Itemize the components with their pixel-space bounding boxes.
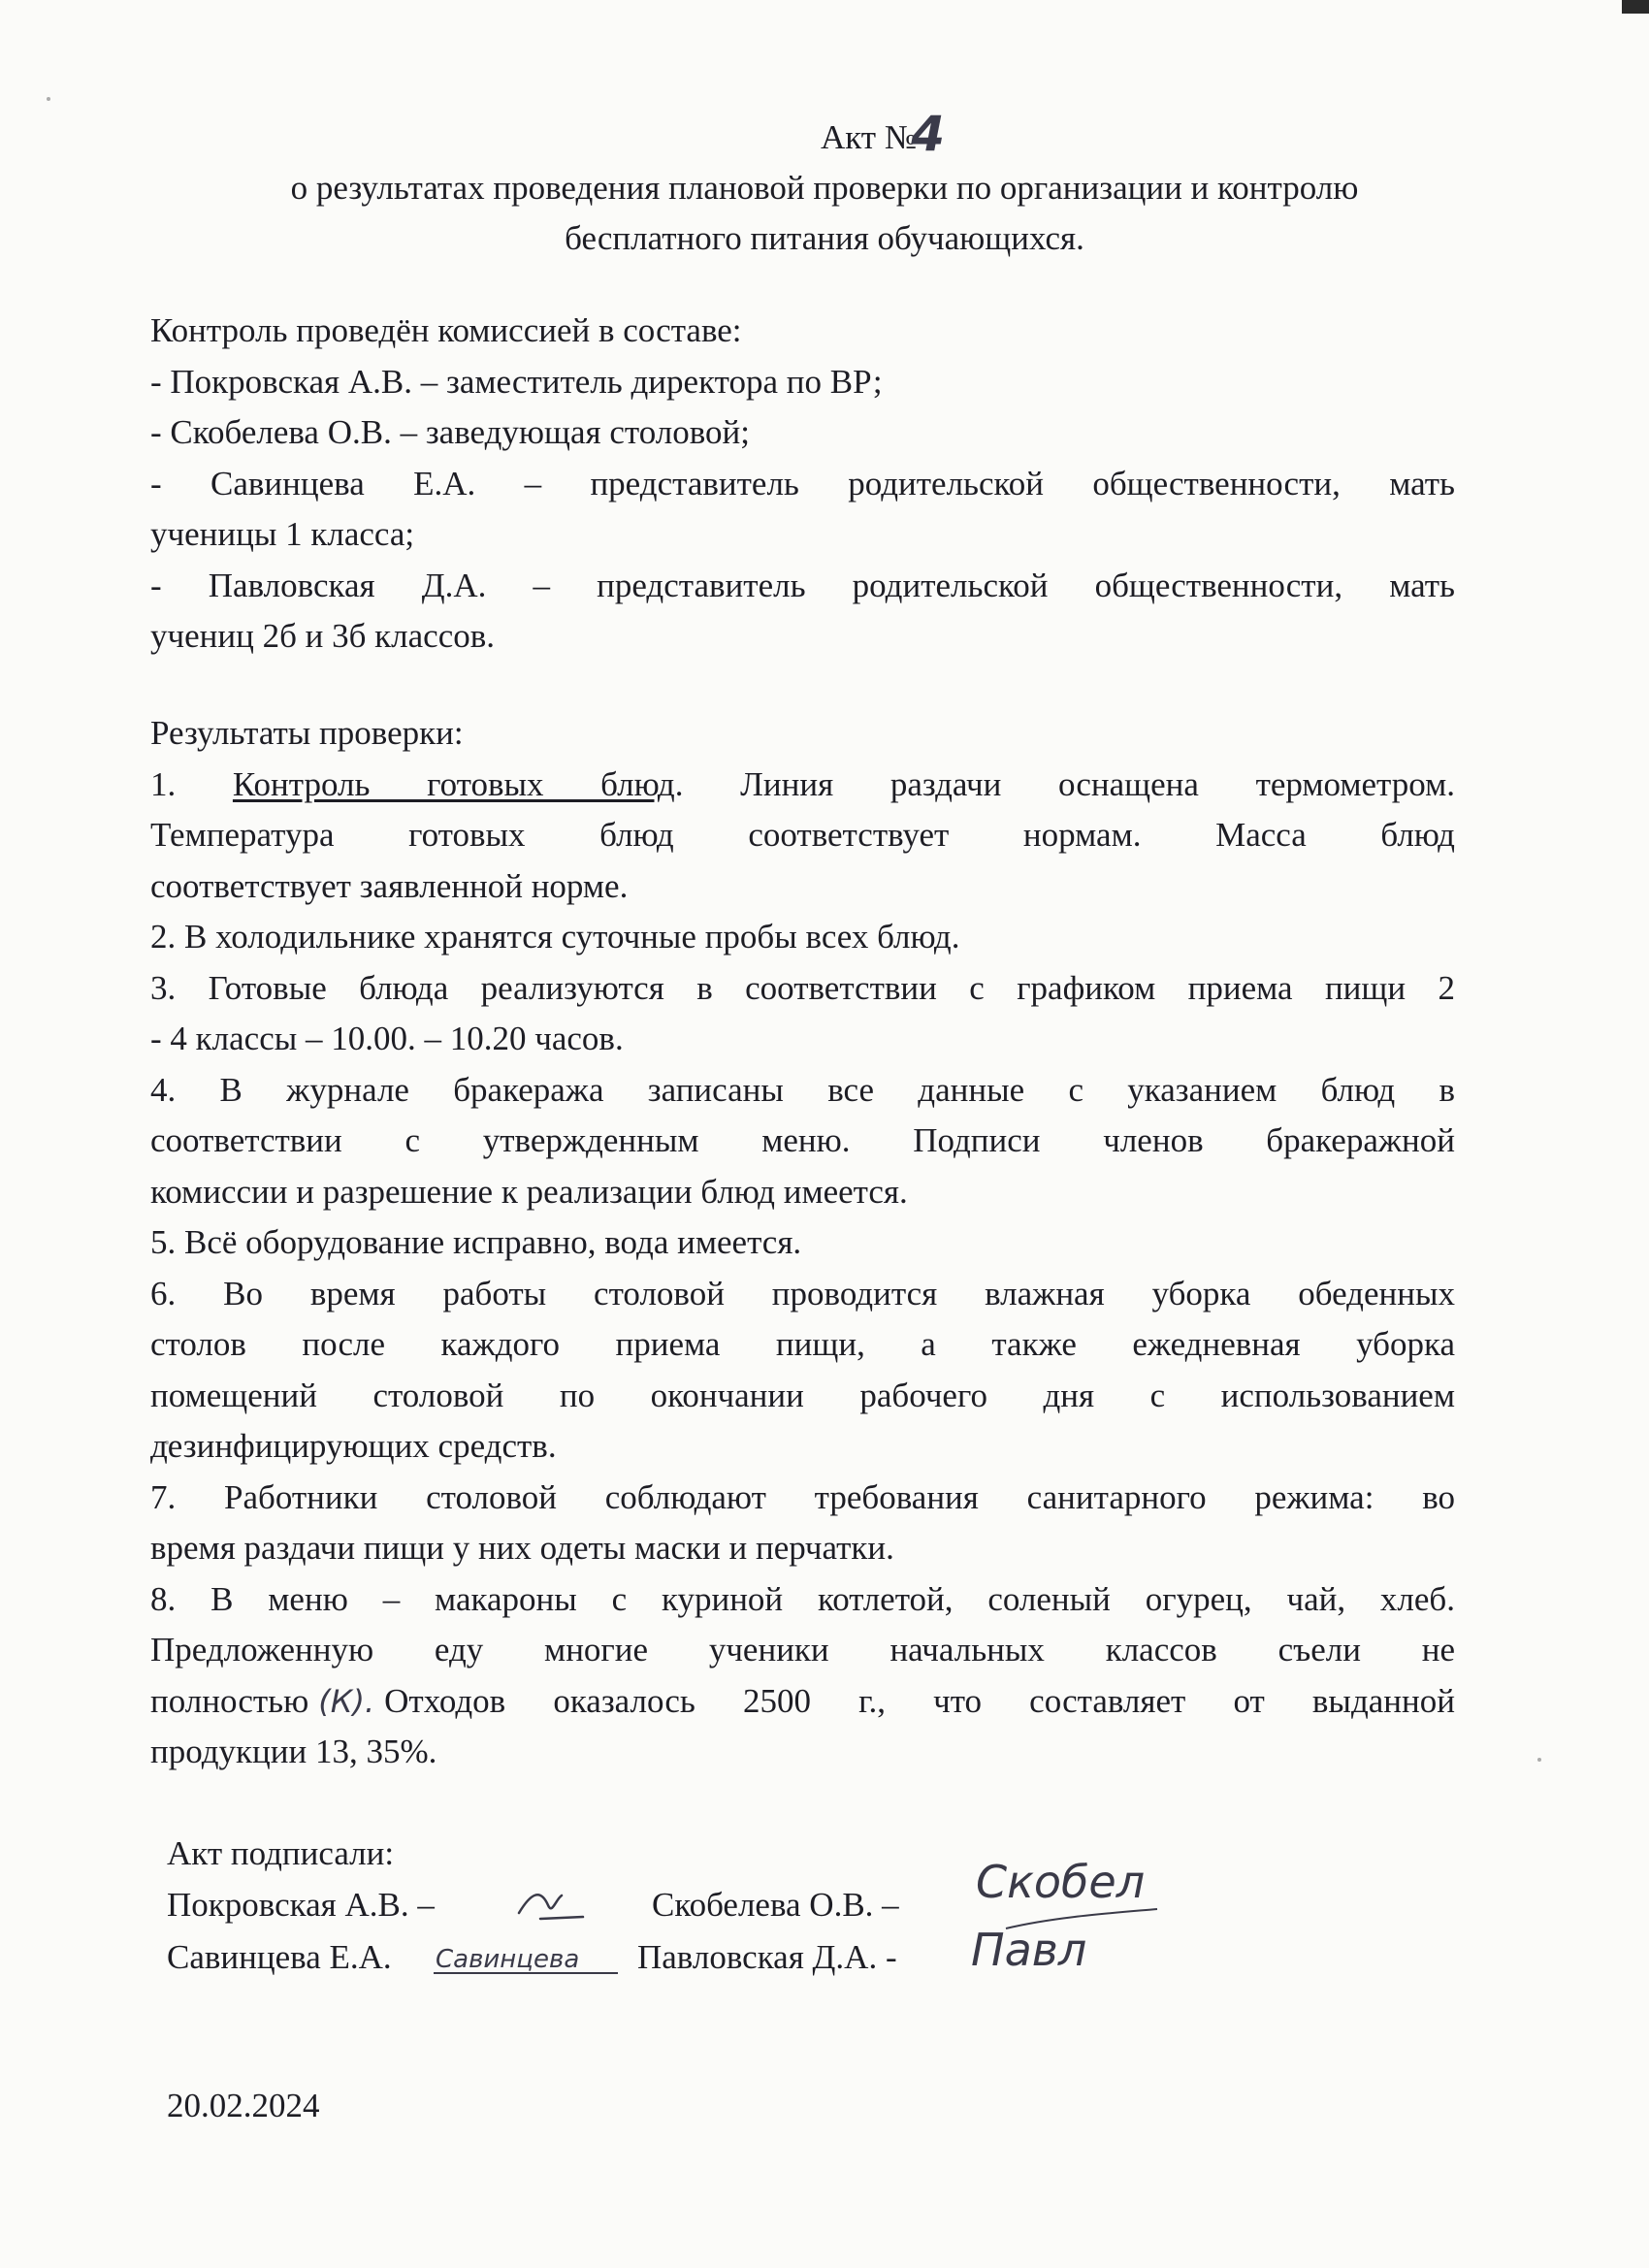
result-1-line-2: Температура готовых блюд соответствует нормам. Масса блюд xyxy=(150,816,1455,854)
result-3-line-2: - 4 классы – 10.00. – 10.20 часов. xyxy=(150,1020,624,1057)
commission-heading: Контроль проведён комиссией в составе: xyxy=(150,311,742,349)
signatures-heading: Акт подписали: xyxy=(167,1834,395,1872)
signature-row-2 xyxy=(167,1923,1457,1985)
result-3-line-1: 3. Готовые блюда реализуются в соответствии с графиком приема пищи 2 xyxy=(150,968,1455,1007)
signatory-1-name: Покровская А.В. – xyxy=(167,1885,435,1924)
result-8-line-3-start: полностью xyxy=(150,1681,309,1720)
result-4-line-3: комиссии и разрешение к реализации блюд имеется. xyxy=(150,1172,908,1211)
commission-member-3-line-2: ученицы 1 класса; xyxy=(150,515,415,553)
signature-3-text: Савинцева xyxy=(436,1944,580,1974)
commission-member-1: - Покровская А.В. – заместитель директора по ВР; xyxy=(150,362,883,401)
signature-3-image xyxy=(434,1934,628,1983)
results-section xyxy=(150,708,1455,1778)
result-6-line-1: 6. Во время работы столовой проводится влажная уборка обеденных xyxy=(150,1274,1455,1312)
scan-speck xyxy=(1537,1758,1541,1762)
signatory-2-name: Скобелева О.В. – xyxy=(652,1885,899,1924)
result-7-line-2: время раздачи пищи у них одеты маски и перчатки. xyxy=(150,1529,894,1567)
signatures-section xyxy=(167,1829,1457,1985)
commission-member-3-line-1: - Савинцева Е.А. – представитель родительской общественности, мать xyxy=(150,464,1455,502)
result-1-text: . Линия раздачи оснащена термометром. xyxy=(674,764,1456,803)
results-heading: Результаты проверки: xyxy=(150,714,464,752)
result-8-line-3-end: Отходов оказалось 2500 г., что составляет от выданной xyxy=(384,1681,1455,1720)
result-6-line-3: помещений столовой по окончании рабочего дня с использованием xyxy=(150,1376,1455,1414)
subtitle-line-1: о результатах проведения плановой проверки по организации и контролю xyxy=(290,169,1359,207)
result-8-line-2: Предложенную еду многие ученики начальных классов съели не xyxy=(150,1631,1455,1669)
signatory-4-name: Павловская Д.А. - xyxy=(637,1937,897,1976)
title-prefix: Акт № xyxy=(820,118,918,156)
document-date: 20.02.2024 xyxy=(167,2087,320,2124)
handwritten-mark: (К). xyxy=(318,1682,375,1720)
result-1-line-1 xyxy=(150,760,1455,811)
result-4-line-2: соответствии с утвержденным меню. Подписи членов бракеражной xyxy=(150,1121,1455,1159)
document-title xyxy=(0,107,1649,264)
scan-speck xyxy=(47,97,50,101)
result-1-number: 1. xyxy=(150,764,233,803)
result-2: 2. В холодильнике хранятся суточные пробы всех блюд. xyxy=(150,918,960,956)
result-1-underlined-heading: Контроль готовых блюд xyxy=(232,764,675,803)
signature-4-image xyxy=(967,1907,1161,1985)
scan-corner-mark xyxy=(1622,0,1649,14)
result-5: 5. Всё оборудование исправно, вода имеется. xyxy=(150,1223,802,1261)
commission-section xyxy=(150,306,1455,663)
commission-member-2: - Скобелева О.В. – заведующая столовой; xyxy=(150,413,750,451)
signature-4-text: Павл xyxy=(971,1923,1087,1976)
signatory-3-name: Савинцева Е.А. xyxy=(167,1937,392,1976)
result-1-line-3: соответствует заявленной норме. xyxy=(150,866,629,905)
result-6-line-4: дезинфицирующих средств. xyxy=(150,1427,557,1465)
commission-member-4-line-2: учениц 2б и 3б классов. xyxy=(150,617,496,655)
subtitle-line-2: бесплатного питания обучающихся. xyxy=(565,219,1084,257)
result-7-line-1: 7. Работники столовой соблюдают требования санитарного режима: во xyxy=(150,1477,1455,1516)
signature-1-image xyxy=(511,1880,589,1928)
result-8-line-1: 8. В меню – макароны с куриной котлетой, соленый огурец, чай, хлеб. xyxy=(150,1579,1455,1618)
result-4-line-1: 4. В журнале бракеража записаны все данные с указанием блюд в xyxy=(150,1070,1455,1109)
result-8-line-3 xyxy=(150,1676,1455,1728)
result-8-line-4: продукции 13, 35%. xyxy=(150,1733,437,1770)
commission-member-4-line-1: - Павловская Д.А. – представитель родительской общественности, мать xyxy=(150,566,1455,604)
title-number-handwritten: 4 xyxy=(911,106,946,162)
result-6-line-2: столов после каждого приема пищи, а также ежедневная уборка xyxy=(150,1325,1455,1363)
signature-row-1 xyxy=(167,1855,1457,1932)
signature-2-text: Скобел xyxy=(976,1855,1146,1908)
